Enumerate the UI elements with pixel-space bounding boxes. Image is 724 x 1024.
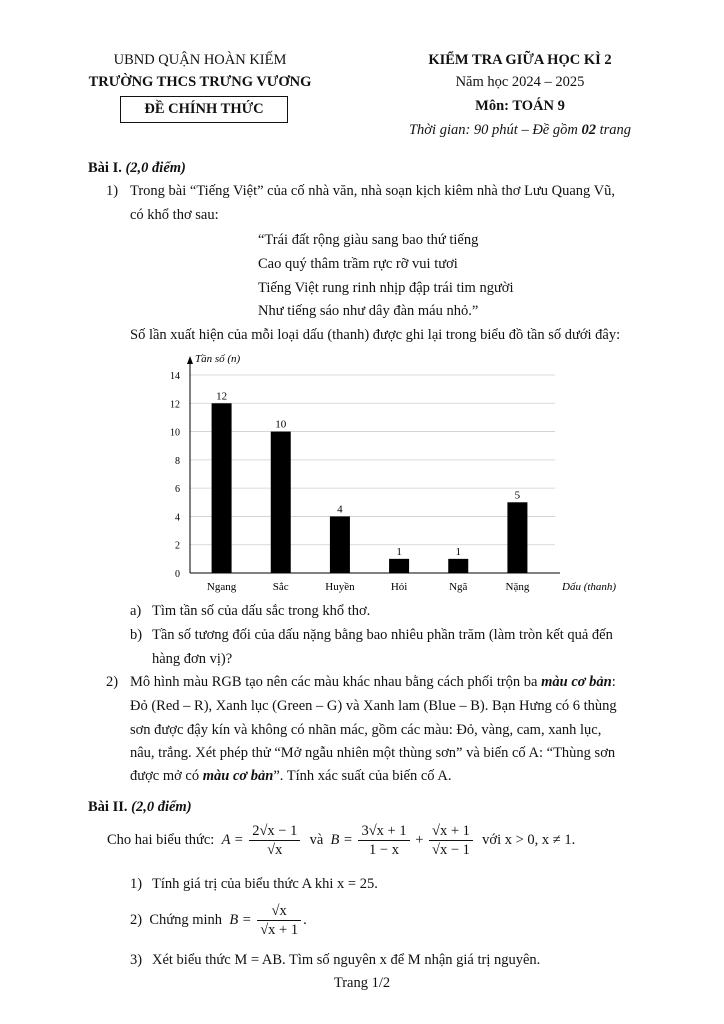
bar-value-label: 5: [514, 489, 521, 502]
section-1-heading: Bài I. (2,0 điểm): [88, 160, 186, 176]
frequency-chart: [150, 350, 620, 600]
bar: [212, 403, 232, 573]
x-tick-label: Ngã: [449, 581, 468, 593]
section-2-heading: Bài II. (2,0 điểm): [88, 799, 192, 815]
official-badge: ĐỀ CHÍNH THỨC: [120, 96, 288, 123]
exam-title: KIỂM TRA GIỮA HỌC KÌ 2: [428, 52, 612, 68]
intro-text: Cho hai biểu thức:: [107, 831, 215, 848]
q2-text-line5: được mở có màu cơ bản”. Tính xác suất của biến cố A.: [130, 768, 452, 784]
expr-b-label: B =: [330, 831, 353, 848]
q2-text-line2: Đỏ (Red – R), Xanh lục (Green – G) và Xanh lam (Blue – B). Bạn Hưng có 6 thùng: [130, 698, 617, 714]
y-axis-label: Tần số (n): [195, 353, 241, 365]
bar-value-label: 4: [337, 503, 343, 516]
bar: [271, 432, 291, 573]
school-name: TRƯỜNG THCS TRƯNG VƯƠNG: [88, 74, 312, 90]
page-number: Trang 1/2: [333, 975, 391, 991]
x-tick-label: Hỏi: [390, 581, 408, 593]
y-axis-arrow: [187, 356, 193, 364]
duration: Thời gian: 90 phút – Đề gồm 02 trang: [408, 122, 632, 138]
bar-value-label: 10: [275, 418, 287, 431]
poem-line: Tiếng Việt rung rinh nhịp đập trái tim người: [258, 280, 514, 296]
x-tick-label: Nặng: [505, 581, 530, 593]
bar-value-label: 12: [216, 390, 228, 403]
bar: [330, 516, 350, 573]
condition: với x > 0, x ≠ 1.: [482, 831, 576, 848]
x-tick-label: Sắc: [272, 581, 289, 593]
q1-text-line2: có khổ thơ sau:: [130, 207, 219, 223]
q2-number: 2): [106, 674, 119, 690]
bar-value-label: 1: [396, 545, 402, 558]
qb-number: b): [130, 627, 143, 643]
bar-value-label: 1: [455, 545, 461, 558]
y-tick-label: 2: [175, 540, 180, 552]
y-tick-label: 0: [175, 569, 180, 580]
y-tick-label: 8: [175, 455, 180, 467]
poem-line: Cao quý thâm trầm rực rỡ vui tươi: [258, 256, 458, 272]
y-tick-label: 6: [175, 484, 180, 496]
y-tick-label: 10: [170, 427, 180, 439]
qa-number: a): [130, 603, 142, 619]
school-year: Năm học 2024 – 2025: [455, 74, 585, 90]
chart-intro: Số lần xuất hiện của mỗi loại dấu (thanh) được ghi lại trong biểu đồ tần số dưới đây:: [130, 327, 621, 343]
expressions-line: Cho hai biểu thức: A = $\frac{2√x - 1}{√x}$ và B = $\frac{3√x + 1}{1 - x}$ + $\frac{√x + 1}{√x - 1}$ với x > 0, x ≠ 1.: [107, 823, 576, 858]
expr-b-fraction-1: $\frac{3√x + 1}{1 - x}$: [358, 822, 409, 859]
y-tick-label: 12: [170, 399, 180, 411]
expr-a-fraction: $\frac{2√x - 1}{√x}$: [249, 822, 300, 859]
q1-text-line1: Trong bài “Tiếng Việt” của cố nhà văn, nhà soạn kịch kiêm nhà thơ Lưu Quang Vũ,: [130, 183, 616, 199]
b2-q2: 2) Chứng minh B = $\frac{√x}{√x + 1}$ .: [130, 903, 307, 938]
expr-b-fraction-2: $\frac{√x + 1}{√x - 1}$: [429, 822, 473, 859]
bar: [448, 559, 468, 573]
bar: [389, 559, 409, 573]
poem-line: “Trái đất rộng giàu sang bao thứ tiếng: [258, 232, 479, 248]
school-district: UBND QUẬN HOÀN KIẾM: [113, 52, 287, 68]
y-tick-label: 14: [170, 371, 180, 382]
q2-text-line3: sơn được đậy kín và không có nhãn mác, gồm các màu: Đỏ, vàng, cam, xanh lục,: [130, 722, 602, 738]
b2-q3-text: Xét biểu thức M = AB. Tìm số nguyên x để M nhận giá trị nguyên.: [152, 952, 541, 968]
y-tick-label: 4: [175, 512, 180, 524]
qb-text-line1: Tần số tương đối của dấu nặng bằng bao nhiêu phần trăm (làm tròn kết quả đến: [152, 627, 613, 643]
bar: [507, 502, 527, 573]
subject: Môn: TOÁN 9: [475, 98, 565, 114]
q2-text-line1: Mô hình màu RGB tạo nên các màu khác nhau bằng cách phối trộn ba màu cơ bản:: [130, 674, 616, 690]
poem-line: Như tiếng sáo như dây đàn máu nhỏ.”: [258, 303, 479, 319]
qb-text-line2: hàng đơn vị)?: [152, 651, 233, 667]
qa-text: Tìm tần số của dấu sắc trong khổ thơ.: [152, 603, 371, 619]
b2-q3-number: 3): [130, 952, 143, 968]
q1-number: 1): [106, 183, 119, 199]
expr-a-label: A =: [221, 831, 244, 848]
q2-text-line4: nâu, trắng. Xét phép thử “Mở ngẫu nhiên một thùng sơn” và biến cố A: “Thùng sơn: [130, 745, 616, 761]
x-tick-label: Ngang: [206, 581, 237, 593]
b2-q1-number: 1): [130, 876, 143, 892]
x-axis-label: Dấu (thanh): [562, 581, 617, 593]
b2-q1-text: Tính giá trị của biểu thức A khi x = 25.: [152, 876, 378, 892]
x-tick-label: Huyền: [325, 581, 355, 593]
